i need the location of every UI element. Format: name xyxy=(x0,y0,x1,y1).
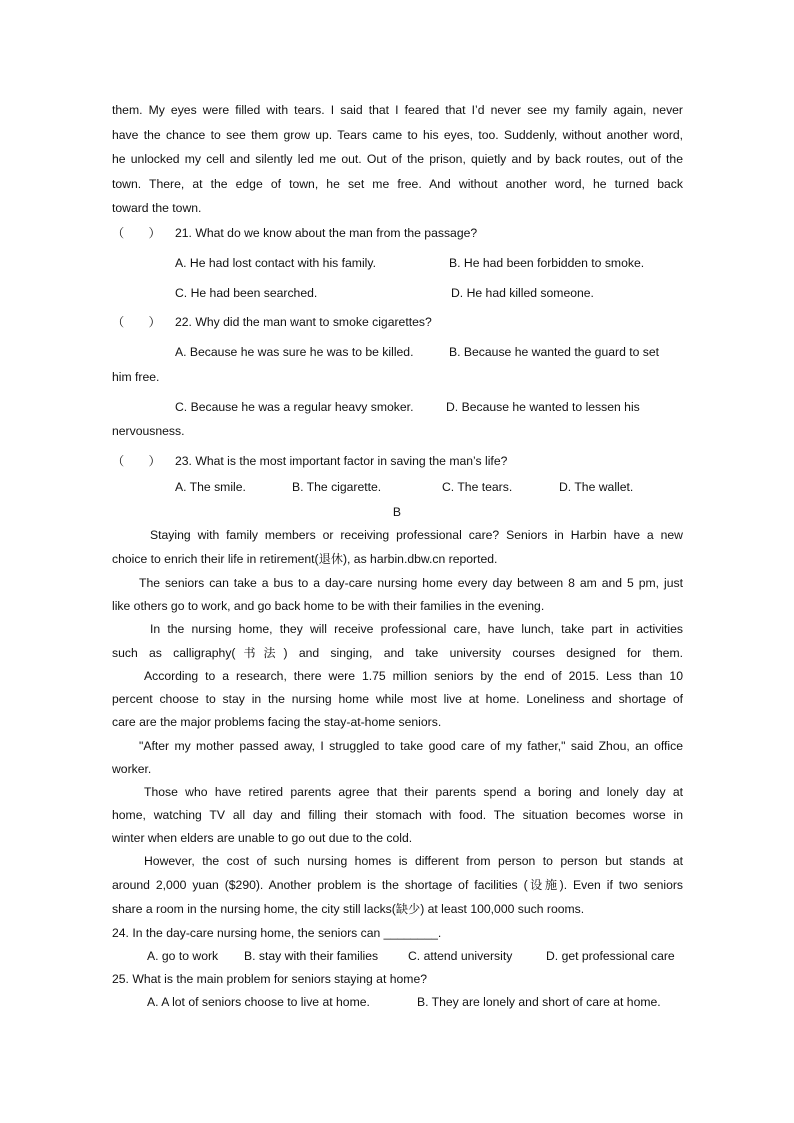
passage-line: "After my mother passed away, I struggled to take good care of my father," said Zhou, an office xyxy=(139,739,683,753)
passage-line: around 2,000 yuan ($290). Another problem is the shortage of facilities (设施). Even if two seniors xyxy=(112,878,683,892)
passage-line: worker. xyxy=(112,762,152,776)
q22-option-d-cont: nervousness. xyxy=(112,424,185,438)
passage-line: toward the town. xyxy=(112,201,202,215)
passage-line: Staying with family members or receiving professional care? Seniors in Harbin have a new xyxy=(150,528,683,542)
q22-option-b-cont: him free. xyxy=(112,370,160,384)
passage-line: such as calligraphy(书法) and singing, and take university courses designed for them. xyxy=(112,646,683,660)
question-24-stem: 24. In the day-care nursing home, the seniors can ________. xyxy=(112,926,442,940)
answer-blank: （ ） xyxy=(112,226,161,240)
q25-option-b: B. They are lonely and short of care at home. xyxy=(417,995,661,1009)
q22-option-d: D. Because he wanted to lessen his xyxy=(446,400,640,414)
q22-option-b: B. Because he wanted the guard to set xyxy=(449,345,660,359)
question-25-stem: 25. What is the main problem for seniors staying at home? xyxy=(112,972,427,986)
q24-option-a: A. go to work xyxy=(147,949,219,963)
passage-line: According to a research, there were 1.75 million seniors by the end of 2015. Less than 10 xyxy=(144,669,683,683)
passage-line: home, watching TV all day and filling their stomach with food. The situation becomes worse in xyxy=(112,808,683,822)
passage-line: In the nursing home, they will receive professional care, have lunch, take part in activities xyxy=(150,622,683,636)
passage-line: The seniors can take a bus to a day-care nursing home every day between 8 am and 5 pm, just xyxy=(139,576,683,590)
q24-option-b: B. stay with their families xyxy=(244,949,379,963)
passage-line: choice to enrich their life in retirement(退休), as harbin.dbw.cn reported. xyxy=(112,552,498,566)
answer-blank: （ ） xyxy=(112,454,161,468)
q23-option-b: B. The cigarette. xyxy=(292,480,382,494)
passage-line: have the chance to see them grow up. Tears came to his eyes, too. Suddenly, without another word, xyxy=(112,128,683,142)
passage-line: like others go to work, and go back home to be with their families in the evening. xyxy=(112,599,545,613)
q21-option-d: D. He had killed someone. xyxy=(451,286,594,300)
section-heading: B xyxy=(392,505,402,519)
passage-line: he unlocked my cell and silently led me out. Out of the prison, quietly and by back routes, out of the xyxy=(112,152,683,166)
q23-option-a: A. The smile. xyxy=(175,480,246,494)
passage-line: care are the major problems facing the stay-at-home seniors. xyxy=(112,715,442,729)
question-21-stem: 21. What do we know about the man from the passage? xyxy=(175,226,478,240)
passage-line: percent choose to stay in the nursing home while most live at home. Loneliness and shortage of xyxy=(112,692,683,706)
passage-line: Those who have retired parents agree that their parents spend a boring and lonely day at xyxy=(144,785,683,799)
passage-line: However, the cost of such nursing homes is different from person to person but stands at xyxy=(144,854,683,868)
passage-line: share a room in the nursing home, the city still lacks(缺少) at least 100,000 such rooms. xyxy=(112,902,585,916)
q22-option-c: C. Because he was a regular heavy smoker. xyxy=(175,400,414,414)
q21-option-b: B. He had been forbidden to smoke. xyxy=(449,256,645,270)
q24-option-d: D. get professional care xyxy=(546,949,675,963)
q24-option-c: C. attend university xyxy=(408,949,513,963)
q25-option-a: A. A lot of seniors choose to live at home. xyxy=(147,995,370,1009)
q21-option-a: A. He had lost contact with his family. xyxy=(175,256,376,270)
question-22-stem: 22. Why did the man want to smoke cigarettes? xyxy=(175,315,432,329)
answer-blank: （ ） xyxy=(112,315,161,329)
passage-line: them. My eyes were filled with tears. I said that I feared that I’d never see my family again, never xyxy=(112,103,683,117)
q23-option-c: C. The tears. xyxy=(442,480,513,494)
passage-line: winter when elders are unable to go out due to the cold. xyxy=(112,831,413,845)
q21-option-c: C. He had been searched. xyxy=(175,286,318,300)
q22-option-a: A. Because he was sure he was to be killed. xyxy=(175,345,414,359)
question-23-stem: 23. What is the most important factor in saving the man’s life? xyxy=(175,454,508,468)
q23-option-d: D. The wallet. xyxy=(559,480,634,494)
passage-line: town. There, at the edge of town, he set me free. And without another word, he turned back xyxy=(112,177,683,191)
